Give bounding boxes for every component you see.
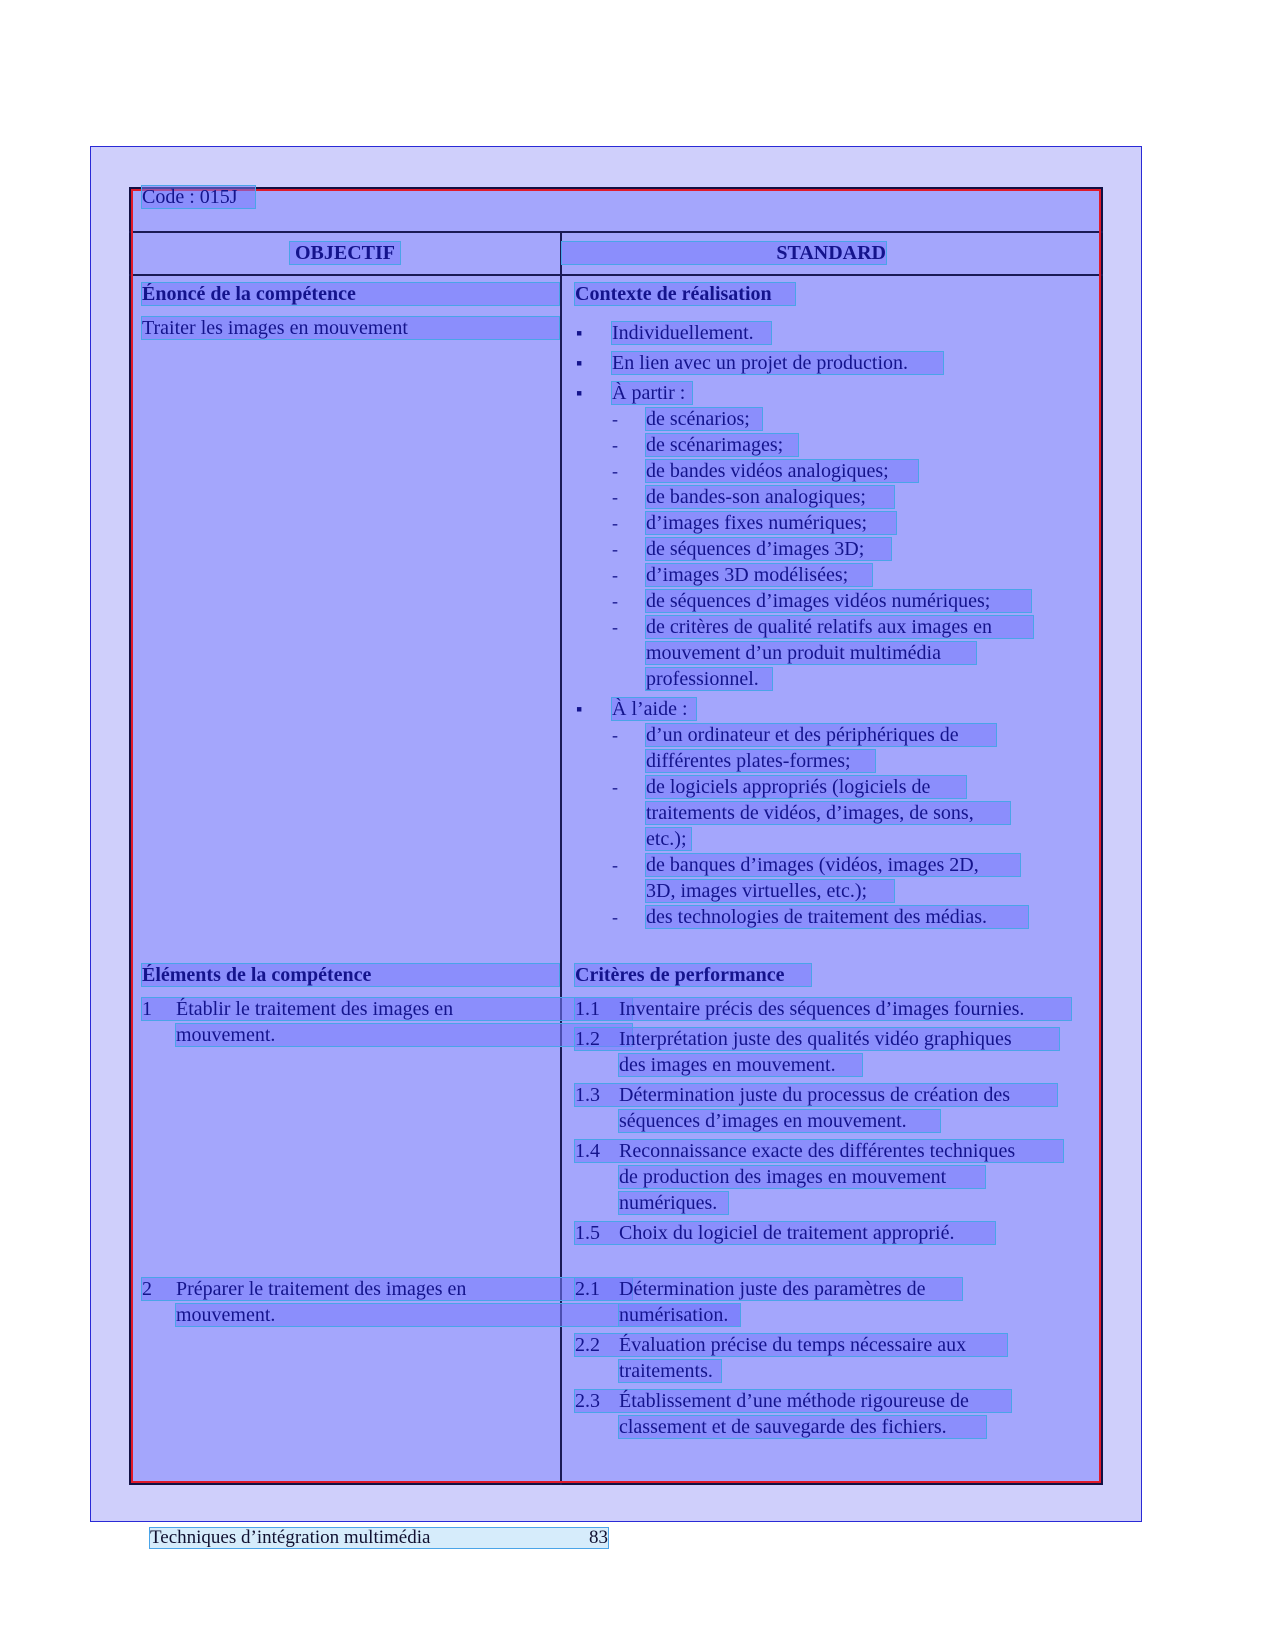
- header-standard: STANDARD: [562, 242, 886, 264]
- page-footer: [150, 1528, 608, 1548]
- critere-1-2-cont: des images en mouvement.: [619, 1054, 862, 1076]
- page-number: 83: [589, 1527, 608, 1548]
- dash-marker: -: [612, 565, 618, 585]
- dash-marker: -: [612, 513, 618, 533]
- header-bottom-divider: [129, 274, 1103, 276]
- a-partir-item: d’images fixes numériques;: [646, 512, 896, 534]
- critere-text: Choix du logiciel de traitement approprié.: [619, 1222, 955, 1244]
- a-partir-item: de scénarimages;: [646, 434, 798, 456]
- critere-1-4: [575, 1140, 1063, 1162]
- critere-text: Établissement d’une méthode rigoureuse de: [619, 1390, 969, 1412]
- critere-text: Interprétation juste des qualités vidéo graphiques: [619, 1028, 1012, 1050]
- dash-marker: -: [612, 487, 618, 507]
- critere-number: 2.1: [575, 1278, 600, 1300]
- element-2-number: 2: [142, 1278, 152, 1300]
- a-partir-item: de séquences d’images vidéos numériques;: [646, 590, 1031, 612]
- dash-marker: -: [612, 725, 618, 745]
- element-1-text: Établir le traitement des images en: [176, 998, 454, 1020]
- dash-marker: -: [612, 591, 618, 611]
- critere-text: Détermination juste des paramètres de: [619, 1278, 926, 1300]
- contexte-bullet-4: À l’aide :: [612, 698, 696, 720]
- element-2-line-1: [142, 1278, 632, 1300]
- dash-marker: -: [612, 435, 618, 455]
- a-l-aide-item: de banques d’images (vidéos, images 2D,: [646, 854, 1020, 876]
- footer-title: Techniques d’intégration multimédia: [150, 1527, 431, 1548]
- bullet-marker: ▪: [576, 353, 583, 373]
- code-label: Code : 015J: [142, 186, 255, 208]
- header-objectif: OBJECTIF: [290, 242, 400, 264]
- enonce-text: Traiter les images en mouvement: [142, 317, 559, 339]
- critere-1-2: [575, 1028, 1059, 1050]
- critere-1-1: [575, 998, 1071, 1020]
- critere-number: 1.2: [575, 1028, 600, 1050]
- contexte-bullet-3: À partir :: [612, 382, 692, 404]
- critere-number: 1.4: [575, 1140, 600, 1162]
- a-l-aide-item: d’un ordinateur et des périphériques de: [646, 724, 996, 746]
- critere-text: Inventaire précis des séquences d’images fournies.: [619, 998, 1025, 1020]
- critere-number: 2.3: [575, 1390, 600, 1412]
- critere-2-1-cont: numérisation.: [619, 1304, 740, 1326]
- dash-marker: -: [612, 855, 618, 875]
- bullet-marker: ▪: [576, 699, 583, 719]
- elements-title: Éléments de la compétence: [142, 964, 559, 986]
- dash-marker: -: [612, 461, 618, 481]
- critere-number: 1.5: [575, 1222, 600, 1244]
- a-partir-item-cont: mouvement d’un produit multimédia: [646, 642, 976, 664]
- a-partir-item: de bandes-son analogiques;: [646, 486, 894, 508]
- a-l-aide-item-cont: traitements de vidéos, d’images, de sons,: [646, 802, 1010, 824]
- a-l-aide-item: des technologies de traitement des médias.: [646, 906, 1028, 928]
- a-partir-item: de bandes vidéos analogiques;: [646, 460, 918, 482]
- critere-1-4-cont: numériques.: [619, 1192, 728, 1214]
- a-l-aide-item-cont: différentes plates-formes;: [646, 750, 875, 772]
- critere-1-4-cont: de production des images en mouvement: [619, 1166, 985, 1188]
- dash-marker: -: [612, 617, 618, 637]
- critere-text: Reconnaissance exacte des différentes techniques: [619, 1140, 1016, 1162]
- critere-number: 2.2: [575, 1334, 600, 1356]
- critere-number: 1.3: [575, 1084, 600, 1106]
- contexte-bullet-2: En lien avec un projet de production.: [612, 352, 943, 374]
- element-1-line-1: [142, 998, 632, 1020]
- critere-1-3-cont: séquences d’images en mouvement.: [619, 1110, 940, 1132]
- critere-2-2-cont: traitements.: [619, 1360, 721, 1382]
- a-partir-item-cont: professionnel.: [646, 668, 772, 690]
- bullet-marker: ▪: [576, 323, 583, 343]
- critere-text: Évaluation précise du temps nécessaire aux: [619, 1334, 967, 1356]
- a-l-aide-item-cont: etc.);: [646, 828, 691, 850]
- a-partir-item: de scénarios;: [646, 408, 762, 430]
- dash-marker: -: [612, 907, 618, 927]
- critere-2-1: [575, 1278, 962, 1300]
- element-2-text: Préparer le traitement des images en: [176, 1278, 467, 1300]
- header-top-divider: [129, 231, 1103, 233]
- critere-1-5: [575, 1222, 995, 1244]
- dash-marker: -: [612, 777, 618, 797]
- a-l-aide-item: de logiciels appropriés (logiciels de: [646, 776, 966, 798]
- a-partir-item: de critères de qualité relatifs aux images en: [646, 616, 1033, 638]
- critere-text: Détermination juste du processus de création des: [619, 1084, 1010, 1106]
- critere-2-2: [575, 1334, 1007, 1356]
- bullet-marker: ▪: [576, 383, 583, 403]
- critere-1-3: [575, 1084, 1057, 1106]
- a-partir-item: de séquences d’images 3D;: [646, 538, 891, 560]
- enonce-title: Énoncé de la compétence: [142, 283, 559, 305]
- element-1-line-2: mouvement.: [176, 1024, 632, 1046]
- critere-2-3: [575, 1390, 1011, 1412]
- contexte-title: Contexte de réalisation: [575, 283, 795, 305]
- a-partir-item: d’images 3D modélisées;: [646, 564, 872, 586]
- criteres-title: Critères de performance: [575, 964, 811, 986]
- critere-2-3-cont: classement et de sauvegarde des fichiers.: [619, 1416, 986, 1438]
- element-1-number: 1: [142, 998, 152, 1020]
- critere-number: 1.1: [575, 998, 600, 1020]
- element-2-line-2: mouvement.: [176, 1304, 740, 1326]
- dash-marker: -: [612, 539, 618, 559]
- contexte-bullet-1: Individuellement.: [612, 322, 771, 344]
- a-l-aide-item-cont: 3D, images virtuelles, etc.);: [646, 880, 894, 902]
- dash-marker: -: [612, 409, 618, 429]
